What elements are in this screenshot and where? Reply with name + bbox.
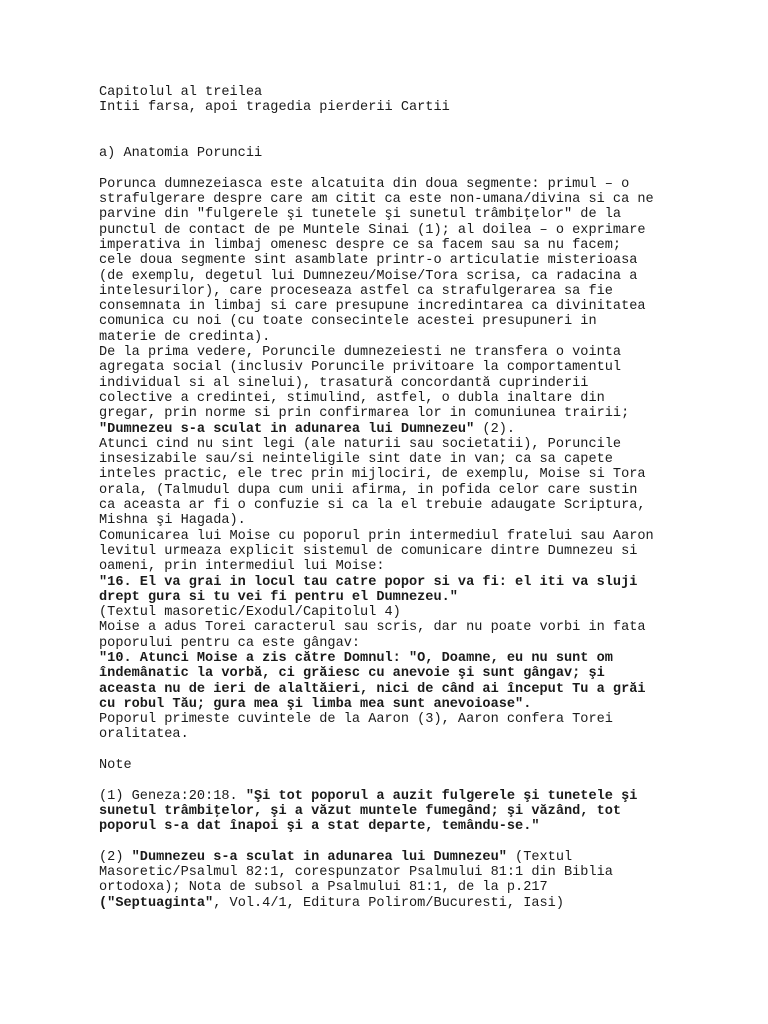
- text-line: intelesurilor), care proceseaza astfel ca strafulgerarea sa fie: [99, 283, 613, 299]
- note-2-ref: (2): [99, 849, 132, 865]
- quote-line: îndemânatic la vorbă, ci grăiesc cu anevoie şi sunt gângav; şi: [99, 666, 605, 682]
- chapter-subtitle: Intii farsa, apoi tragedia pierderii Cartii: [99, 100, 450, 116]
- septuaginta-title: ("Septuaginta": [99, 895, 214, 911]
- note-line: [99, 789, 739, 804]
- text-line: levitul urmeaza explicit sistemul de comunicare dintre Dumnezeu si: [99, 543, 638, 559]
- text-line: colective a credintei, stimulind, astfel, o dubla inaltare din: [99, 390, 605, 406]
- note-2-publisher: , Vol.4/1, Editura Polirom/Bucuresti, Iasi): [213, 895, 564, 911]
- text-line: Poporul primeste cuvintele de la Aaron (3), Aaron confera Torei: [99, 712, 613, 728]
- paragraph-5: [99, 620, 739, 651]
- text-line: cele doua segmente sint asamblate printr-o articulatie misterioasa: [99, 253, 638, 269]
- paragraph-1: [99, 177, 739, 345]
- quote-line: "16. El va grai in locul tau catre popor si va fi: el iti va sluji: [99, 574, 638, 590]
- note-line: Masoretic/Psalmul 82:1, corespunzator Psalmului 81:1 din Biblia: [99, 865, 613, 881]
- text-line: punctul de contact de pe Muntele Sinai (1); al doilea – o exprimare: [99, 222, 646, 238]
- text-line: imperativa in limbaj omenesc despre ce sa facem sau sa nu facem;: [99, 237, 622, 253]
- text-line: Mishna şi Hagada).: [99, 513, 246, 529]
- text-line: parvine din "fulgerele şi tunetele şi sunetul trâmbiţelor" de la: [99, 207, 622, 223]
- note-line: [99, 896, 739, 911]
- quote-source: (Textul masoretic/Exodul/Capitolul 4): [99, 605, 401, 621]
- text-line: Moise a adus Torei caracterul sau scris, dar nu poate vorbi in fata: [99, 620, 646, 636]
- text-line: oameni, prin intermediul lui Moise:: [99, 559, 385, 575]
- quote-line: cu robul Tău; gura mea şi limba mea sunt anevoioase".: [99, 696, 532, 712]
- text-line: orala, (Talmudul dupa cum unii afirma, in pofida celor care sustin: [99, 482, 638, 498]
- note-line: [99, 850, 739, 865]
- note-1-quote: "Şi tot poporul a auzit fulgerele şi tunetele şi: [245, 788, 638, 804]
- text-line: Comunicarea lui Moise cu poporul prin intermediul fratelui sau Aaron: [99, 528, 654, 544]
- note-line: ortodoxa); Nota de subsol a Psalmului 81:1, de la p.217: [99, 880, 548, 896]
- text-line: gregar, prin norme si prin confirmarea lor in comuniunea trairii;: [99, 406, 630, 422]
- text-line: strafulgerare despre care am citit ca este non-umana/divina si ca ne: [99, 192, 654, 208]
- text-line: poporului pentru ca este gângav:: [99, 635, 361, 651]
- chapter-title: Capitolul al treilea: [99, 85, 263, 100]
- note-line: sunetul trâmbiţelor, şi a văzut muntele fumegând; şi văzând, tot: [99, 803, 622, 819]
- text-line: oralitatea.: [99, 727, 189, 743]
- document-page: [99, 85, 739, 911]
- exodus-quote: [99, 575, 739, 621]
- text-line: ca aceasta ar fi o confuzie si ca la el trebuie adaugate Scriptura,: [99, 498, 646, 514]
- text-line: Porunca dumnezeiasca este alcatuita din doua segmente: primul – o: [99, 176, 630, 192]
- note-1-ref: (1) Geneza:20:18.: [99, 788, 246, 804]
- paragraph-4: [99, 529, 739, 575]
- quote-line: aceasta nu de ieri de alaltăieri, nici de când ai început Tu a grăi: [99, 681, 646, 697]
- note-1: [99, 789, 739, 835]
- text-line: insesizabile sau/si neinteligile sint date in van; ca sa capete: [99, 452, 613, 468]
- text-line: agregata social (inclusiv Poruncile privitoare la comportamentul: [99, 360, 622, 376]
- text-line: inteles practic, ele trec prin mijlociri, de exemplu, Moise si Tora: [99, 467, 646, 483]
- text-line: Atunci cind nu sint legi (ale naturii sau societatii), Poruncile: [99, 436, 622, 452]
- note-2: [99, 850, 739, 911]
- paragraph-2: [99, 345, 739, 437]
- note-line: poporul s-a dat înapoi şi a stat departe, temându-se.": [99, 819, 540, 835]
- psalm-quote: "Dumnezeu s-a sculat in adunarea lui Dumnezeu": [99, 421, 475, 437]
- note-2-quote: "Dumnezeu s-a sculat in adunarea lui Dumnezeu": [131, 849, 507, 865]
- text-line: materie de credinta).: [99, 329, 271, 345]
- section-heading: a) Anatomia Poruncii: [99, 146, 263, 162]
- notes-heading: Note: [99, 758, 132, 774]
- paragraph-3: [99, 437, 739, 529]
- psalm-quote-line: [99, 422, 739, 437]
- note-2-after: (Textul: [506, 849, 573, 865]
- quote-line: drept gura si tu vei fi pentru el Dumnezeu.": [99, 589, 458, 605]
- text-line: comunica cu noi (cu toate consecintele acestei presupuneri in: [99, 314, 597, 330]
- exodus-quote-10: [99, 651, 739, 712]
- text-line: (de exemplu, degetul lui Dumnezeu/Moise/Tora scrisa, ca radacina a: [99, 268, 638, 284]
- text-line: consemnata in limbaj si care presupune incredintarea ca divinitatea: [99, 299, 646, 315]
- footnote-ref-2: (2).: [474, 421, 516, 437]
- text-line: De la prima vedere, Poruncile dumnezeiesti ne transfera o vointa: [99, 345, 622, 361]
- text-line: individual si al sinelui), trasatură concordantă cuprinderii: [99, 375, 589, 391]
- paragraph-6: [99, 712, 739, 743]
- quote-line: "10. Atunci Moise a zis către Domnul: "O, Doamne, eu nu sunt om: [99, 650, 613, 666]
